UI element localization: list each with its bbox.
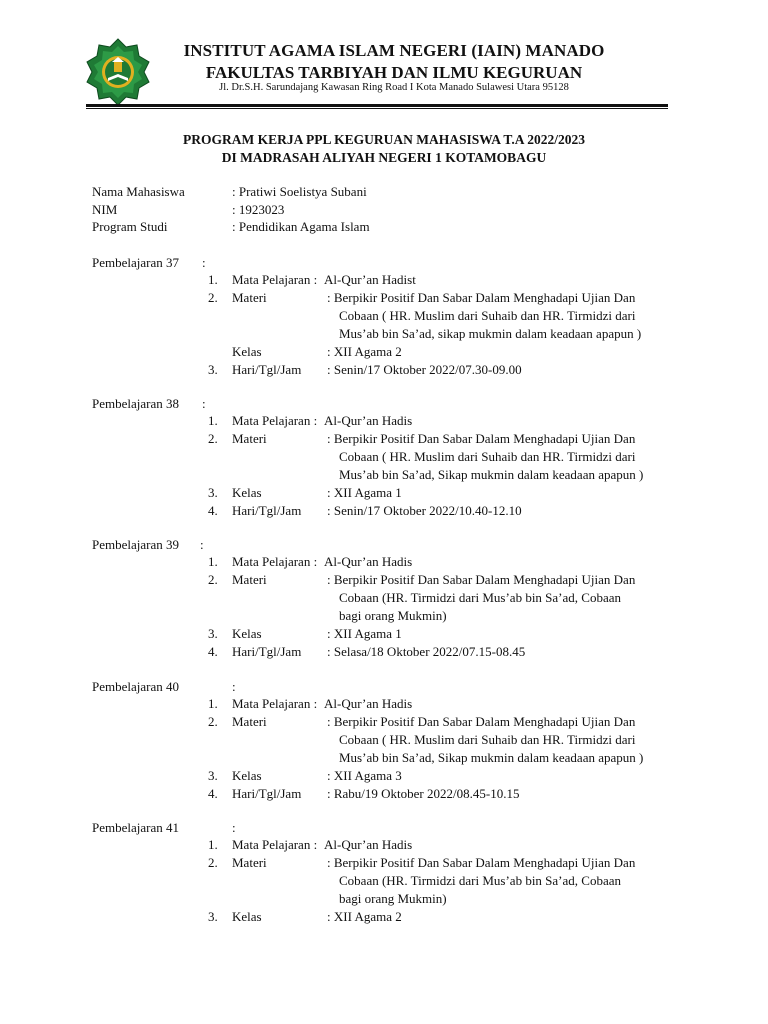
- session-row-number: 4.: [208, 503, 218, 518]
- session-row-label: Mata Pelajaran :: [232, 554, 318, 569]
- session-row-label: Hari/Tgl/Jam: [232, 362, 302, 377]
- session-row-label: Mata Pelajaran :: [232, 696, 318, 711]
- session-heading: Pembelajaran 41: [92, 820, 179, 835]
- session-row-value: Al-Qur’an Hadis: [324, 413, 413, 428]
- session-row-continuation: Cobaan (HR. Tirmidzi dari Mus’ab bin Sa’ad, Cobaan: [339, 873, 621, 888]
- session-row-value: : Senin/17 Oktober 2022/10.40-12.10: [327, 503, 522, 518]
- student-name-value: : Pratiwi Soelistya Subani: [232, 184, 367, 199]
- session-row-value: : Berpikir Positif Dan Sabar Dalam Menghadapi Ujian Dan: [327, 431, 636, 446]
- student-nim-label: NIM: [92, 202, 118, 217]
- session-row-value: : XII Agama 2: [327, 909, 402, 924]
- session-row-number: 2.: [208, 572, 218, 587]
- session-row-continuation: bagi orang Mukmin): [339, 608, 447, 623]
- letterhead-divider: [86, 104, 668, 107]
- session-row-value: : Berpikir Positif Dan Sabar Dalam Menghadapi Ujian Dan: [327, 855, 636, 870]
- session-row-value: Al-Qur’an Hadis: [324, 554, 413, 569]
- session-row-number: 4.: [208, 786, 218, 801]
- session-row-continuation: bagi orang Mukmin): [339, 891, 447, 906]
- session-row-value: : XII Agama 1: [327, 485, 402, 500]
- session-heading: Pembelajaran 39: [92, 537, 179, 552]
- session-row-number: 1.: [208, 837, 218, 852]
- session-row-label: Mata Pelajaran :: [232, 272, 318, 287]
- session-row-value: Al-Qur’an Hadis: [324, 837, 413, 852]
- session-row-value: Al-Qur’an Hadis: [324, 696, 413, 711]
- session-row-label: Kelas: [232, 485, 262, 500]
- iain-logo-icon: [84, 38, 152, 106]
- session-row-label: Materi: [232, 290, 267, 305]
- session-row-number: 3.: [208, 768, 218, 783]
- session-heading-colon: :: [202, 255, 206, 270]
- session-row-value: : Berpikir Positif Dan Sabar Dalam Menghadapi Ujian Dan: [327, 572, 636, 587]
- session-row-value: : XII Agama 2: [327, 344, 402, 359]
- study-program-value: : Pendidikan Agama Islam: [232, 219, 370, 234]
- session-row-value: : Senin/17 Oktober 2022/07.30-09.00: [327, 362, 522, 377]
- session-row-number: 1.: [208, 272, 218, 287]
- session-row-continuation: Mus’ab bin Sa’ad, sikap mukmin dalam keadaan apapun ): [339, 326, 642, 341]
- session-row-number: 3.: [208, 909, 218, 924]
- session-row-value: : Berpikir Positif Dan Sabar Dalam Menghadapi Ujian Dan: [327, 714, 636, 729]
- student-nim-value: : 1923023: [232, 202, 285, 217]
- session-row-label: Hari/Tgl/Jam: [232, 503, 302, 518]
- faculty-name: FAKULTAS TARBIYAH DAN ILMU KEGURUAN: [205, 63, 583, 82]
- session-row-label: Mata Pelajaran :: [232, 837, 318, 852]
- session-heading-colon: :: [232, 820, 236, 835]
- student-name-label: Nama Mahasiswa: [92, 184, 185, 199]
- session-row-number: 3.: [208, 485, 218, 500]
- session-heading-colon: :: [200, 537, 204, 552]
- session-row-number: 1.: [208, 413, 218, 428]
- session-row-continuation: Cobaan ( HR. Muslim dari Suhaib dan HR. Tirmidzi dari: [339, 449, 636, 464]
- session-row-value: : Berpikir Positif Dan Sabar Dalam Menghadapi Ujian Dan: [327, 290, 636, 305]
- session-row-label: Kelas: [232, 344, 262, 359]
- session-heading: Pembelajaran 40: [92, 679, 179, 694]
- session-row-continuation: Cobaan ( HR. Muslim dari Suhaib dan HR. Tirmidzi dari: [339, 308, 636, 323]
- session-row-label: Kelas: [232, 909, 262, 924]
- session-row-number: 3.: [208, 362, 218, 377]
- session-row-label: Mata Pelajaran :: [232, 413, 318, 428]
- session-row-label: Materi: [232, 855, 267, 870]
- session-row-value: : Selasa/18 Oktober 2022/07.15-08.45: [327, 644, 526, 659]
- session-row-label: Hari/Tgl/Jam: [232, 644, 302, 659]
- institution-name: INSTITUT AGAMA ISLAM NEGERI (IAIN) MANADO: [183, 41, 605, 60]
- document-subtitle: DI MADRASAH ALIYAH NEGERI 1 KOTAMOBAGU: [221, 150, 547, 165]
- session-row-continuation: Cobaan ( HR. Muslim dari Suhaib dan HR. Tirmidzi dari: [339, 732, 636, 747]
- session-row-label: Materi: [232, 714, 267, 729]
- session-row-number: 3.: [208, 626, 218, 641]
- letterhead-divider-thin: [86, 108, 668, 109]
- session-row-value: : Rabu/19 Oktober 2022/08.45-10.15: [327, 786, 520, 801]
- session-row-number: 2.: [208, 431, 218, 446]
- session-row-value: : XII Agama 3: [327, 768, 402, 783]
- session-row-label: Kelas: [232, 768, 262, 783]
- session-row-label: Materi: [232, 572, 267, 587]
- session-row-continuation: Mus’ab bin Sa’ad, Sikap mukmin dalam keadaan apapun ): [339, 467, 644, 482]
- session-row-label: Materi: [232, 431, 267, 446]
- session-row-value: : XII Agama 1: [327, 626, 402, 641]
- document-title: PROGRAM KERJA PPL KEGURUAN MAHASISWA T.A 2022/2023: [183, 132, 585, 147]
- institution-address: Jl. Dr.S.H. Sarundajang Kawasan Ring Road I Kota Manado Sulawesi Utara 95128: [219, 82, 569, 93]
- session-row-number: 2.: [208, 714, 218, 729]
- session-row-number: 4.: [208, 644, 218, 659]
- session-heading: Pembelajaran 38: [92, 396, 179, 411]
- study-program-label: Program Studi: [92, 219, 168, 234]
- session-row-label: Hari/Tgl/Jam: [232, 786, 302, 801]
- session-row-continuation: Mus’ab bin Sa’ad, Sikap mukmin dalam keadaan apapun ): [339, 750, 644, 765]
- session-row-label: Kelas: [232, 626, 262, 641]
- session-row-number: 2.: [208, 290, 218, 305]
- session-heading-colon: :: [232, 679, 236, 694]
- session-row-number: 1.: [208, 696, 218, 711]
- session-row-number: 1.: [208, 554, 218, 569]
- session-row-value: Al-Qur’an Hadist: [324, 272, 416, 287]
- session-row-number: 2.: [208, 855, 218, 870]
- session-heading-colon: :: [202, 396, 206, 411]
- session-row-continuation: Cobaan (HR. Tirmidzi dari Mus’ab bin Sa’ad, Cobaan: [339, 590, 621, 605]
- session-heading: Pembelajaran 37: [92, 255, 179, 270]
